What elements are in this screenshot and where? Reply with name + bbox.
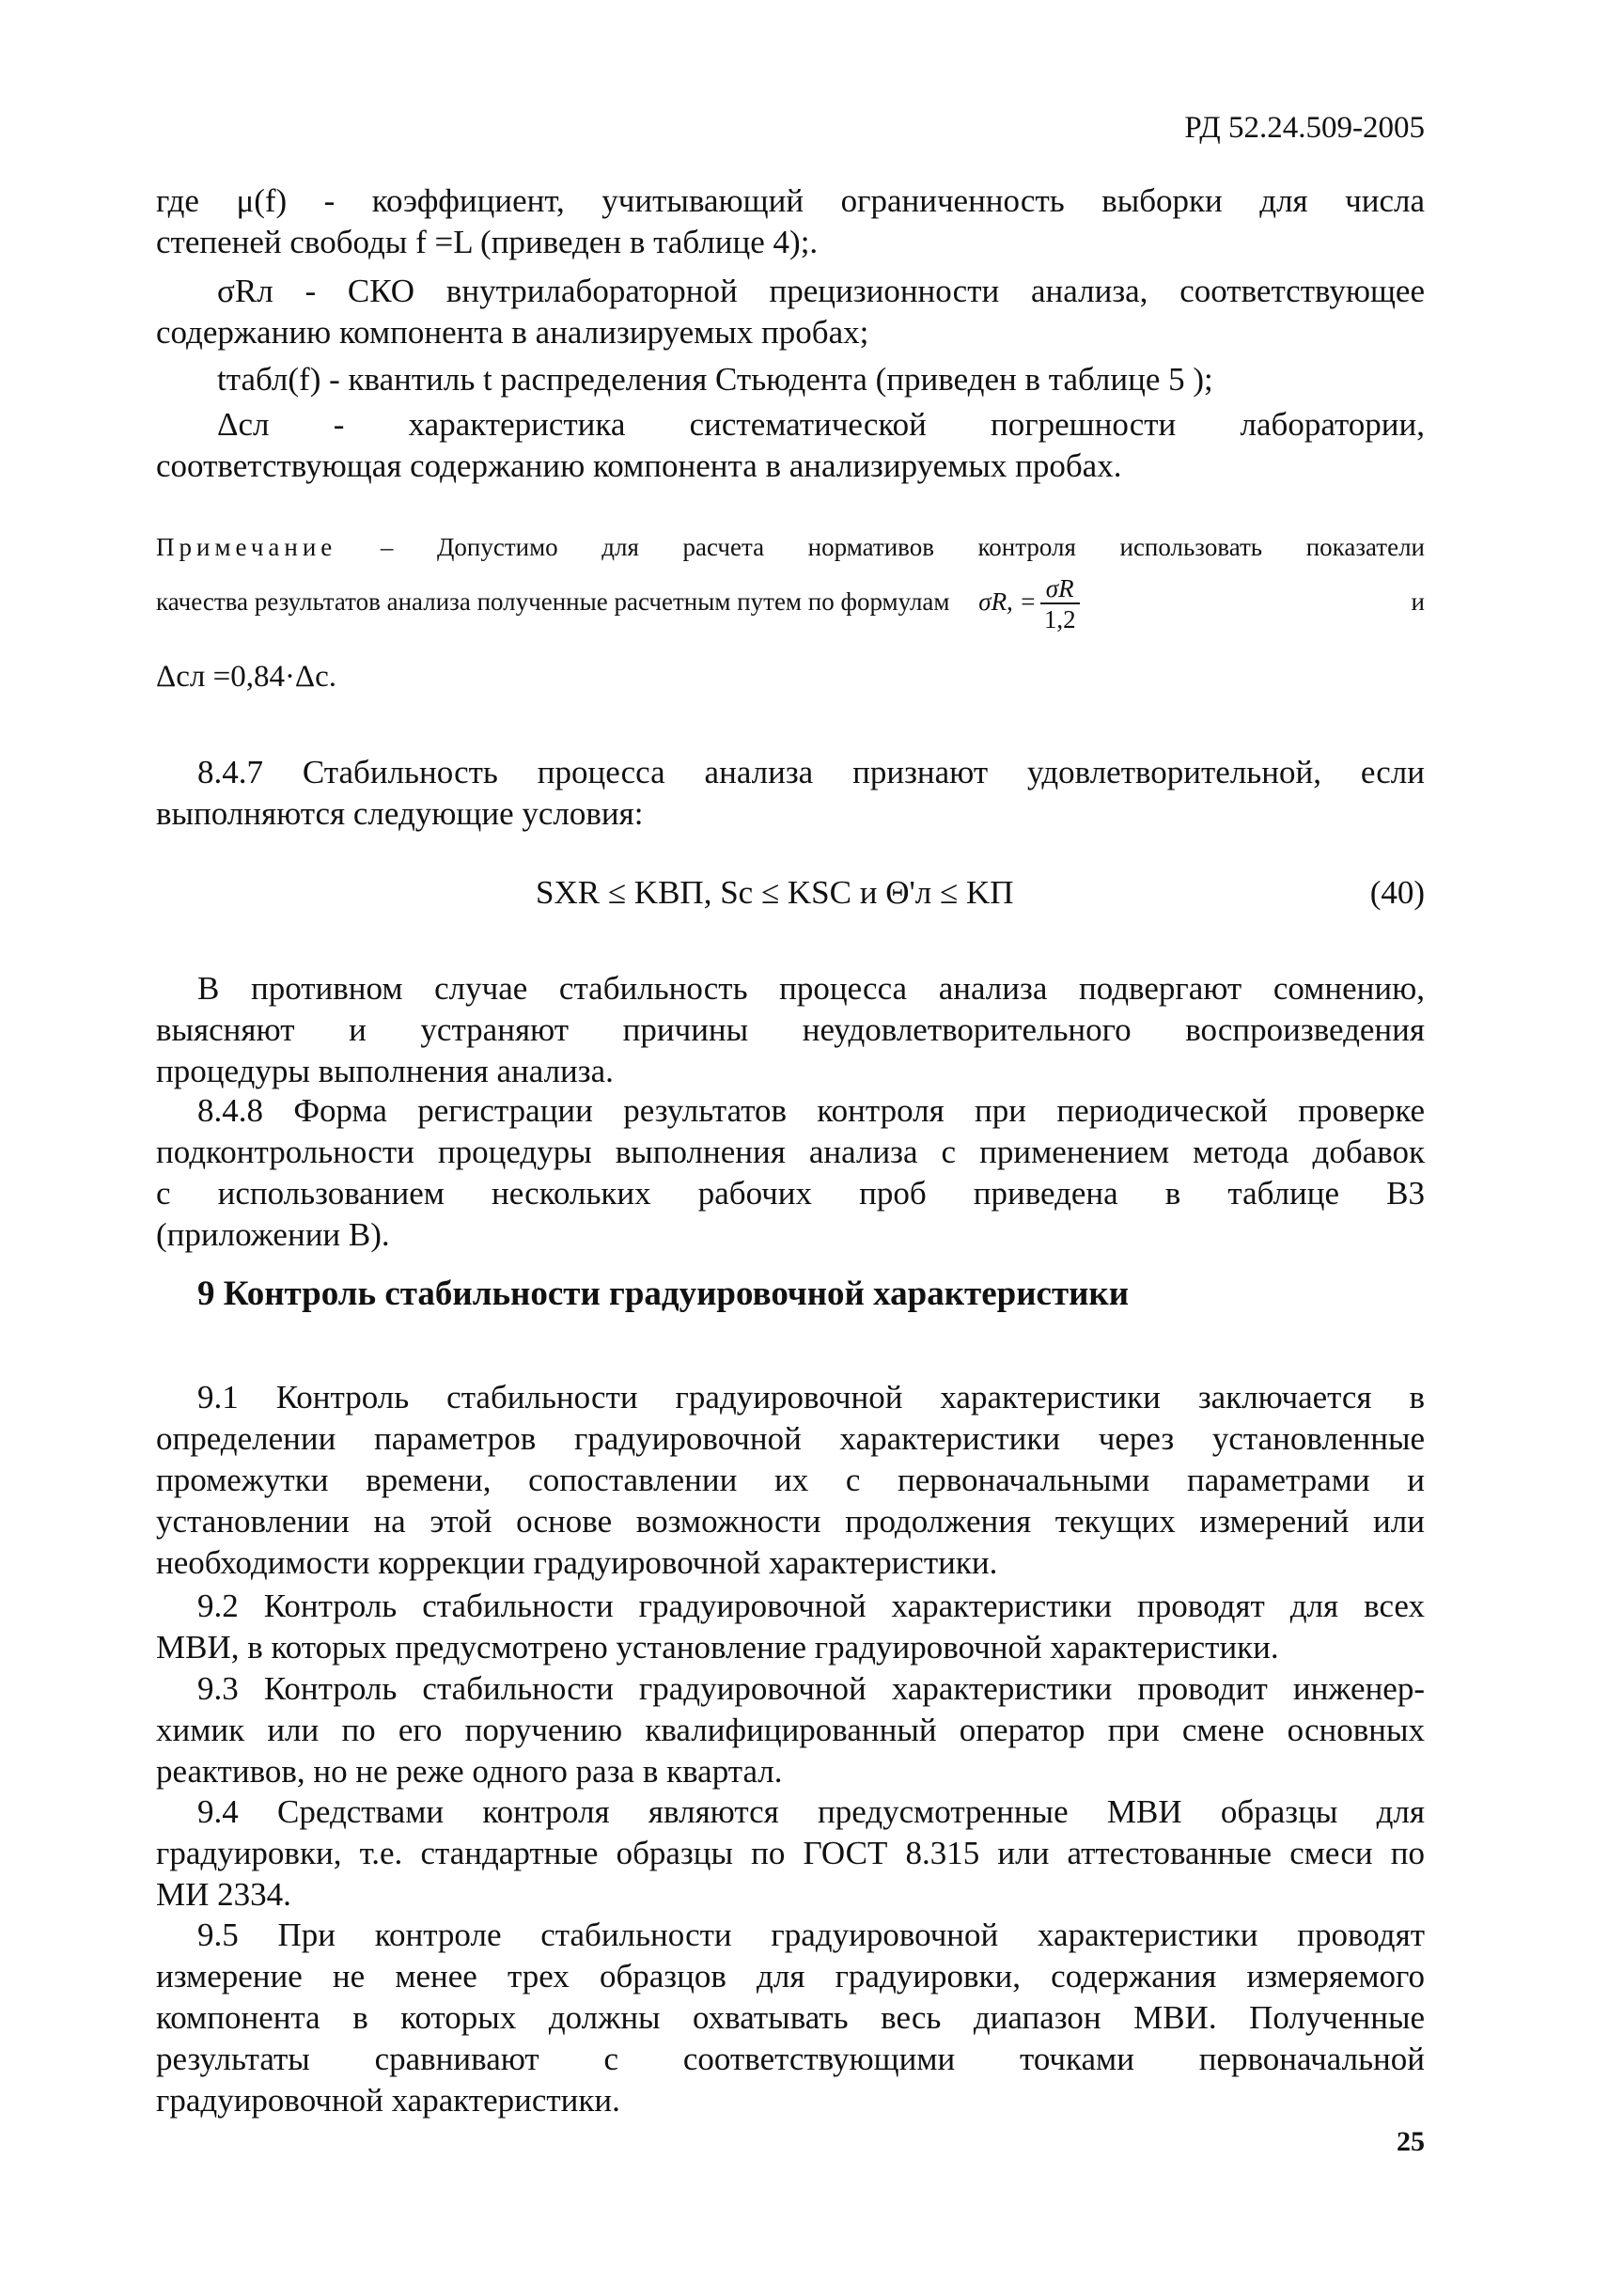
section-9-3 bbox=[156, 1668, 1425, 1792]
text-line: соответствующая содержанию компонента в анализируемых пробах. bbox=[156, 447, 1122, 484]
text-line: В противном случае стабильность процесса анализа подвергают сомнению, bbox=[197, 970, 1425, 1007]
text-line: выполняются следующие условия: bbox=[156, 795, 644, 832]
section-9-1 bbox=[156, 1377, 1425, 1584]
note-line-3: Δсл =0,84·Δс. bbox=[156, 660, 337, 694]
text-line: 9.4 Средствами контроля являются предусмотренные МВИ образцы для bbox=[197, 1793, 1425, 1830]
definition-t bbox=[156, 359, 1425, 400]
note-label: Примечание bbox=[156, 533, 337, 561]
formula-lhs: σR, = bbox=[978, 587, 1037, 616]
text-line: промежутки времени, сопоставлении их с первоначальными параметрами и bbox=[156, 1462, 1425, 1498]
equation-number: (40) bbox=[1369, 874, 1425, 911]
section-9-2 bbox=[156, 1586, 1425, 1668]
document-header: РД 52.24.509-2005 bbox=[1184, 111, 1425, 145]
note-text: качества результатов анализа полученные расчетным путем по формулам bbox=[156, 587, 950, 616]
note-and: и bbox=[1411, 587, 1425, 616]
text-line: степеней свободы f =L (приведен в таблице 4);. bbox=[156, 224, 819, 260]
text-line: tтабл(f) - квантиль t распределения Стьюдента (приведен в таблице 5 ); bbox=[217, 361, 1213, 398]
section-9-4 bbox=[156, 1791, 1425, 1916]
text-line: необходимости коррекции градуировочной характеристики. bbox=[156, 1544, 998, 1581]
note-line-2 bbox=[156, 573, 1425, 634]
fraction-denominator: 1,2 bbox=[1043, 604, 1076, 634]
text-line: результаты сравнивают с соответствующими точками первоначальной bbox=[156, 2041, 1425, 2077]
text-line: подконтрольности процедуры выполнения анализа с применением метода добавок bbox=[156, 1134, 1425, 1170]
section-8-4-8 bbox=[156, 1090, 1425, 1256]
text-line: процедуры выполнения анализа. bbox=[156, 1053, 614, 1089]
section-heading-9: 9 Контроль стабильности градуировочной характеристики bbox=[197, 1275, 1130, 1313]
section-8-4-7 bbox=[156, 752, 1425, 835]
text-line: с использованием нескольких рабочих проб приведена в таблице В3 bbox=[156, 1175, 1425, 1212]
definition-mu bbox=[156, 180, 1425, 263]
text-line: σRл - СКО внутрилабораторной прецизионности анализа, соответствующее bbox=[217, 273, 1425, 309]
text-line: установлении на этой основе возможности продолжения текущих измерений или bbox=[156, 1503, 1425, 1540]
text-line: выясняют и устраняют причины неудовлетворительного воспроизведения bbox=[156, 1011, 1425, 1048]
fraction bbox=[1040, 574, 1080, 634]
text-line: (приложении В). bbox=[156, 1216, 390, 1253]
text-line: 8.4.7 Стабильность процесса анализа признают удовлетворительной, если bbox=[197, 754, 1425, 790]
definition-sigma bbox=[156, 271, 1425, 353]
paragraph-contra bbox=[156, 968, 1425, 1092]
note-line-1 bbox=[156, 526, 1425, 568]
note-text: – Допустимо для расчета нормативов контроля использовать показатели bbox=[380, 533, 1425, 561]
text-line: 9.2 Контроль стабильности градуировочной характеристики проводят для всех bbox=[197, 1588, 1425, 1624]
text-line: МВИ, в которых предусмотрено установление градуировочной характеристики. bbox=[156, 1629, 1279, 1666]
text-line: градуировочной характеристики. bbox=[156, 2082, 620, 2119]
text-line: содержанию компонента в анализируемых пробах; bbox=[156, 314, 869, 351]
text-line: реактивов, но не реже одного раза в квартал. bbox=[156, 1753, 783, 1790]
text-line: химик или по его поручению квалифицированный оператор при смене основных bbox=[156, 1712, 1425, 1748]
text-line: 9.1 Контроль стабильности градуировочной характеристики заключается в bbox=[197, 1379, 1425, 1416]
text-line: 9.3 Контроль стабильности градуировочной характеристики проводит инженер- bbox=[197, 1670, 1425, 1707]
text-line: МИ 2334. bbox=[156, 1876, 291, 1913]
page-number: 25 bbox=[1397, 2126, 1425, 2157]
formula-40: SXR ≤ KВП, Sс ≤ KSC и Θ'л ≤ KП bbox=[536, 874, 1014, 911]
text-line: 9.5 При контроле стабильности градуировочной характеристики проводят bbox=[197, 1916, 1425, 1953]
fraction-numerator: σR bbox=[1040, 574, 1080, 604]
text-line: где μ(f) - коэффициент, учитывающий ограниченность выборки для числа bbox=[156, 182, 1425, 219]
section-9-5 bbox=[156, 1915, 1425, 2121]
text-line: компонента в которых должны охватывать весь диапазон МВИ. Полученные bbox=[156, 1999, 1425, 2036]
text-line: Δсл - характеристика систематической погрешности лаборатории, bbox=[217, 406, 1425, 443]
text-line: 8.4.8 Форма регистрации результатов контроля при периодической проверке bbox=[197, 1092, 1425, 1129]
definition-delta bbox=[156, 404, 1425, 487]
text-line: измерение не менее трех образцов для градуировки, содержания измеряемого bbox=[156, 1958, 1425, 1995]
text-line: градуировки, т.е. стандартные образцы по ГОСТ 8.315 или аттестованные смеси по bbox=[156, 1835, 1425, 1871]
text-line: определении параметров градуировочной характеристики через установленные bbox=[156, 1420, 1425, 1457]
